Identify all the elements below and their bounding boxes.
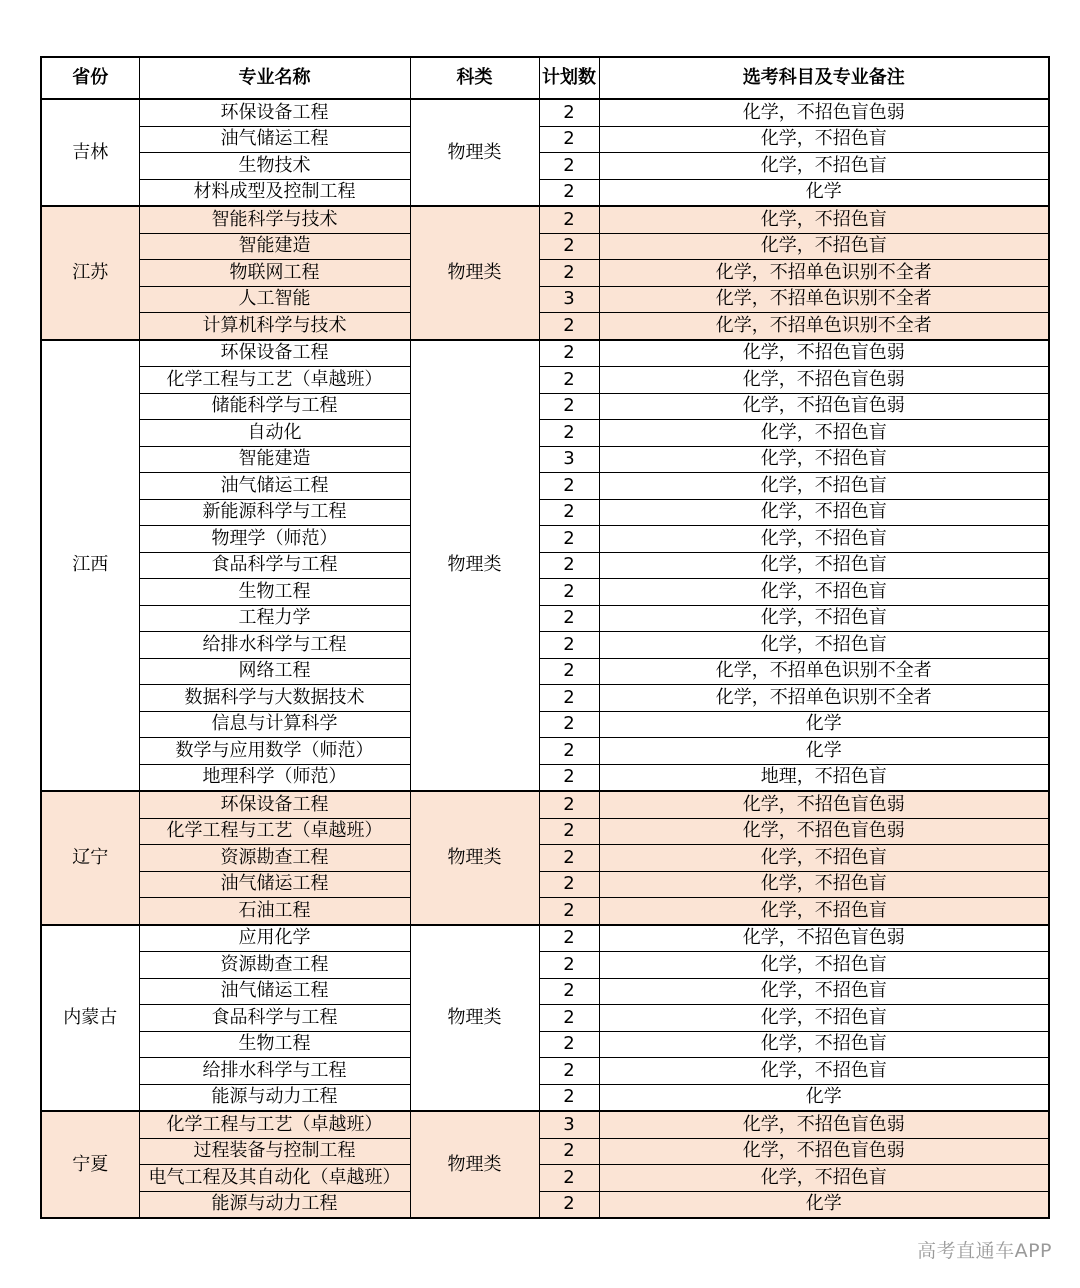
subject-note-cell: 化学，不招色盲色弱 — [599, 1138, 1049, 1165]
table-row — [41, 791, 1049, 818]
subject-note-cell: 化学，不招色盲 — [599, 845, 1049, 872]
major-cell: 油气储运工程 — [139, 978, 410, 1005]
plan-count-cell: 3 — [539, 446, 599, 473]
plan-count-cell: 2 — [539, 925, 599, 952]
table-row — [41, 764, 1049, 791]
subject-note-cell: 化学，不招色盲色弱 — [599, 925, 1049, 952]
plan-count-cell: 2 — [539, 206, 599, 233]
table-row — [41, 233, 1049, 260]
plan-count-cell: 2 — [539, 313, 599, 340]
province-group — [41, 791, 1049, 925]
province-group — [41, 206, 1049, 340]
table-row — [41, 818, 1049, 845]
plan-count-cell: 2 — [539, 791, 599, 818]
plan-count-cell: 2 — [539, 499, 599, 526]
plan-count-cell: 2 — [539, 632, 599, 659]
major-cell: 物联网工程 — [139, 260, 410, 287]
province-cell: 江西 — [41, 340, 139, 792]
plan-count-cell: 2 — [539, 845, 599, 872]
major-cell: 给排水科学与工程 — [139, 1058, 410, 1085]
table-row — [41, 925, 1049, 952]
plan-count-cell: 2 — [539, 605, 599, 632]
subject-note-cell: 化学，不招色盲 — [599, 579, 1049, 606]
province-cell: 吉林 — [41, 99, 139, 206]
table-row — [41, 552, 1049, 579]
major-cell: 生物工程 — [139, 1031, 410, 1058]
table-row — [41, 1191, 1049, 1218]
table-row — [41, 632, 1049, 659]
table-row — [41, 126, 1049, 153]
plan-count-cell: 2 — [539, 420, 599, 447]
table-row — [41, 260, 1049, 287]
table-row — [41, 420, 1049, 447]
plan-count-cell: 2 — [539, 818, 599, 845]
table-row — [41, 526, 1049, 553]
plan-count-cell: 2 — [539, 1191, 599, 1218]
major-cell: 生物技术 — [139, 153, 410, 180]
major-cell: 数据科学与大数据技术 — [139, 685, 410, 712]
major-cell: 工程力学 — [139, 605, 410, 632]
plan-count-cell: 2 — [539, 871, 599, 898]
major-cell: 化学工程与工艺（卓越班） — [139, 367, 410, 394]
subject-note-cell: 化学，不招色盲 — [599, 978, 1049, 1005]
header-row — [41, 57, 1049, 99]
subject-note-cell: 化学，不招色盲 — [599, 126, 1049, 153]
major-cell: 油气储运工程 — [139, 871, 410, 898]
plan-count-cell: 3 — [539, 286, 599, 313]
province-group — [41, 340, 1049, 792]
plan-count-cell: 2 — [539, 340, 599, 367]
subject-note-cell: 化学，不招色盲 — [599, 605, 1049, 632]
major-cell: 计算机科学与技术 — [139, 313, 410, 340]
major-cell: 资源勘查工程 — [139, 952, 410, 979]
category-cell: 物理类 — [410, 925, 539, 1112]
plan-count-cell: 2 — [539, 179, 599, 206]
table-row — [41, 978, 1049, 1005]
major-cell: 人工智能 — [139, 286, 410, 313]
table-row — [41, 1165, 1049, 1192]
table-row — [41, 1084, 1049, 1111]
table-row — [41, 1058, 1049, 1085]
subject-note-cell: 化学，不招单色识别不全者 — [599, 685, 1049, 712]
plan-count-cell: 2 — [539, 552, 599, 579]
subject-note-cell: 化学 — [599, 1084, 1049, 1111]
plan-count-cell: 2 — [539, 260, 599, 287]
subject-note-cell: 化学，不招色盲 — [599, 1005, 1049, 1032]
major-cell: 智能科学与技术 — [139, 206, 410, 233]
subject-note-cell: 化学，不招色盲 — [599, 632, 1049, 659]
table-row — [41, 446, 1049, 473]
subject-note-cell: 化学，不招色盲色弱 — [599, 99, 1049, 126]
major-cell: 电气工程及其自动化（卓越班） — [139, 1165, 410, 1192]
major-cell: 能源与动力工程 — [139, 1084, 410, 1111]
subject-note-cell: 化学 — [599, 179, 1049, 206]
table-row — [41, 473, 1049, 500]
province-cell: 辽宁 — [41, 791, 139, 925]
province-cell: 宁夏 — [41, 1111, 139, 1218]
plan-count-cell: 2 — [539, 978, 599, 1005]
subject-note-cell: 化学，不招色盲 — [599, 473, 1049, 500]
major-cell: 数学与应用数学（师范） — [139, 738, 410, 765]
subject-note-cell: 化学，不招单色识别不全者 — [599, 286, 1049, 313]
plan-count-cell: 2 — [539, 99, 599, 126]
major-cell: 能源与动力工程 — [139, 1191, 410, 1218]
subject-note-cell: 化学，不招色盲 — [599, 233, 1049, 260]
subject-note-cell: 化学，不招色盲 — [599, 871, 1049, 898]
major-cell: 材料成型及控制工程 — [139, 179, 410, 206]
subject-note-cell: 化学，不招色盲 — [599, 499, 1049, 526]
plan-count-cell: 2 — [539, 764, 599, 791]
province-group — [41, 925, 1049, 1112]
category-cell: 物理类 — [410, 206, 539, 340]
major-cell: 环保设备工程 — [139, 791, 410, 818]
subject-note-cell: 化学，不招单色识别不全者 — [599, 658, 1049, 685]
admission-plan-table-wrapper — [40, 56, 1048, 1219]
admission-plan-table — [40, 56, 1050, 1219]
major-cell: 化学工程与工艺（卓越班） — [139, 818, 410, 845]
table-row — [41, 1031, 1049, 1058]
plan-count-cell: 2 — [539, 367, 599, 394]
plan-count-cell: 2 — [539, 658, 599, 685]
subject-note-cell: 化学，不招色盲色弱 — [599, 818, 1049, 845]
watermark-text: 高考直通车APP — [917, 1240, 1052, 1262]
category-cell: 物理类 — [410, 791, 539, 925]
major-cell: 给排水科学与工程 — [139, 632, 410, 659]
subject-note-cell: 化学，不招色盲 — [599, 1058, 1049, 1085]
subject-note-cell: 地理，不招色盲 — [599, 764, 1049, 791]
table-row — [41, 738, 1049, 765]
subject-note-cell: 化学 — [599, 1191, 1049, 1218]
table-row — [41, 1111, 1049, 1138]
subject-note-cell: 化学，不招色盲 — [599, 952, 1049, 979]
subject-note-cell: 化学 — [599, 738, 1049, 765]
table-row — [41, 605, 1049, 632]
major-cell: 资源勘查工程 — [139, 845, 410, 872]
plan-count-cell: 2 — [539, 952, 599, 979]
major-cell: 网络工程 — [139, 658, 410, 685]
table-row — [41, 952, 1049, 979]
major-cell: 智能建造 — [139, 233, 410, 260]
category-cell: 物理类 — [410, 340, 539, 792]
major-cell: 新能源科学与工程 — [139, 499, 410, 526]
major-cell: 环保设备工程 — [139, 340, 410, 367]
major-cell: 化学工程与工艺（卓越班） — [139, 1111, 410, 1138]
major-cell: 过程装备与控制工程 — [139, 1138, 410, 1165]
subject-note-cell: 化学，不招色盲色弱 — [599, 367, 1049, 394]
major-cell: 地理科学（师范） — [139, 764, 410, 791]
major-cell: 石油工程 — [139, 898, 410, 925]
province-group — [41, 99, 1049, 206]
plan-count-cell: 2 — [539, 526, 599, 553]
subject-note-cell: 化学，不招色盲 — [599, 420, 1049, 447]
table-row — [41, 340, 1049, 367]
major-cell: 储能科学与工程 — [139, 393, 410, 420]
table-row — [41, 179, 1049, 206]
table-row — [41, 711, 1049, 738]
table-row — [41, 898, 1049, 925]
plan-count-cell: 2 — [539, 153, 599, 180]
subject-note-cell: 化学，不招单色识别不全者 — [599, 313, 1049, 340]
plan-count-cell: 2 — [539, 126, 599, 153]
plan-count-cell: 2 — [539, 711, 599, 738]
major-cell: 环保设备工程 — [139, 99, 410, 126]
major-cell: 应用化学 — [139, 925, 410, 952]
table-row — [41, 845, 1049, 872]
province-cell: 内蒙古 — [41, 925, 139, 1112]
major-cell: 食品科学与工程 — [139, 1005, 410, 1032]
table-row — [41, 153, 1049, 180]
subject-note-cell: 化学，不招色盲 — [599, 446, 1049, 473]
plan-count-cell: 2 — [539, 473, 599, 500]
subject-note-cell: 化学，不招色盲色弱 — [599, 1111, 1049, 1138]
category-cell: 物理类 — [410, 99, 539, 206]
table-row — [41, 286, 1049, 313]
subject-note-cell: 化学 — [599, 711, 1049, 738]
subject-note-cell: 化学，不招色盲 — [599, 153, 1049, 180]
major-cell: 食品科学与工程 — [139, 552, 410, 579]
plan-count-cell: 2 — [539, 393, 599, 420]
subject-note-cell: 化学，不招单色识别不全者 — [599, 260, 1049, 287]
table-row — [41, 393, 1049, 420]
subject-note-cell: 化学，不招色盲 — [599, 1031, 1049, 1058]
major-cell: 自动化 — [139, 420, 410, 447]
subject-note-cell: 化学，不招色盲 — [599, 898, 1049, 925]
table-row — [41, 579, 1049, 606]
province-group — [41, 1111, 1049, 1218]
plan-count-cell: 2 — [539, 738, 599, 765]
plan-count-cell: 2 — [539, 1031, 599, 1058]
subject-note-cell: 化学，不招色盲色弱 — [599, 791, 1049, 818]
major-cell: 智能建造 — [139, 446, 410, 473]
plan-count-cell: 2 — [539, 1005, 599, 1032]
header-plan-count: 计划数 — [539, 57, 599, 99]
plan-count-cell: 2 — [539, 1058, 599, 1085]
major-cell: 油气储运工程 — [139, 126, 410, 153]
header-subject-notes: 选考科目及专业备注 — [599, 57, 1049, 99]
major-cell: 信息与计算科学 — [139, 711, 410, 738]
plan-count-cell: 3 — [539, 1111, 599, 1138]
subject-note-cell: 化学，不招色盲 — [599, 1165, 1049, 1192]
header-province: 省份 — [41, 57, 139, 99]
plan-count-cell: 2 — [539, 233, 599, 260]
subject-note-cell: 化学，不招色盲 — [599, 552, 1049, 579]
table-row — [41, 499, 1049, 526]
province-cell: 江苏 — [41, 206, 139, 340]
plan-count-cell: 2 — [539, 898, 599, 925]
category-cell: 物理类 — [410, 1111, 539, 1218]
table-row — [41, 1005, 1049, 1032]
subject-note-cell: 化学，不招色盲色弱 — [599, 393, 1049, 420]
subject-note-cell: 化学，不招色盲 — [599, 526, 1049, 553]
major-cell: 油气储运工程 — [139, 473, 410, 500]
table-row — [41, 206, 1049, 233]
header-category: 科类 — [410, 57, 539, 99]
table-header — [41, 57, 1049, 99]
table-row — [41, 1138, 1049, 1165]
plan-count-cell: 2 — [539, 579, 599, 606]
table-row — [41, 99, 1049, 126]
plan-count-cell: 2 — [539, 1138, 599, 1165]
major-cell: 生物工程 — [139, 579, 410, 606]
table-row — [41, 685, 1049, 712]
subject-note-cell: 化学，不招色盲色弱 — [599, 340, 1049, 367]
table-row — [41, 871, 1049, 898]
plan-count-cell: 2 — [539, 1084, 599, 1111]
plan-count-cell: 2 — [539, 685, 599, 712]
table-row — [41, 658, 1049, 685]
header-major: 专业名称 — [139, 57, 410, 99]
subject-note-cell: 化学，不招色盲 — [599, 206, 1049, 233]
table-row — [41, 367, 1049, 394]
plan-count-cell: 2 — [539, 1165, 599, 1192]
major-cell: 物理学（师范） — [139, 526, 410, 553]
table-row — [41, 313, 1049, 340]
